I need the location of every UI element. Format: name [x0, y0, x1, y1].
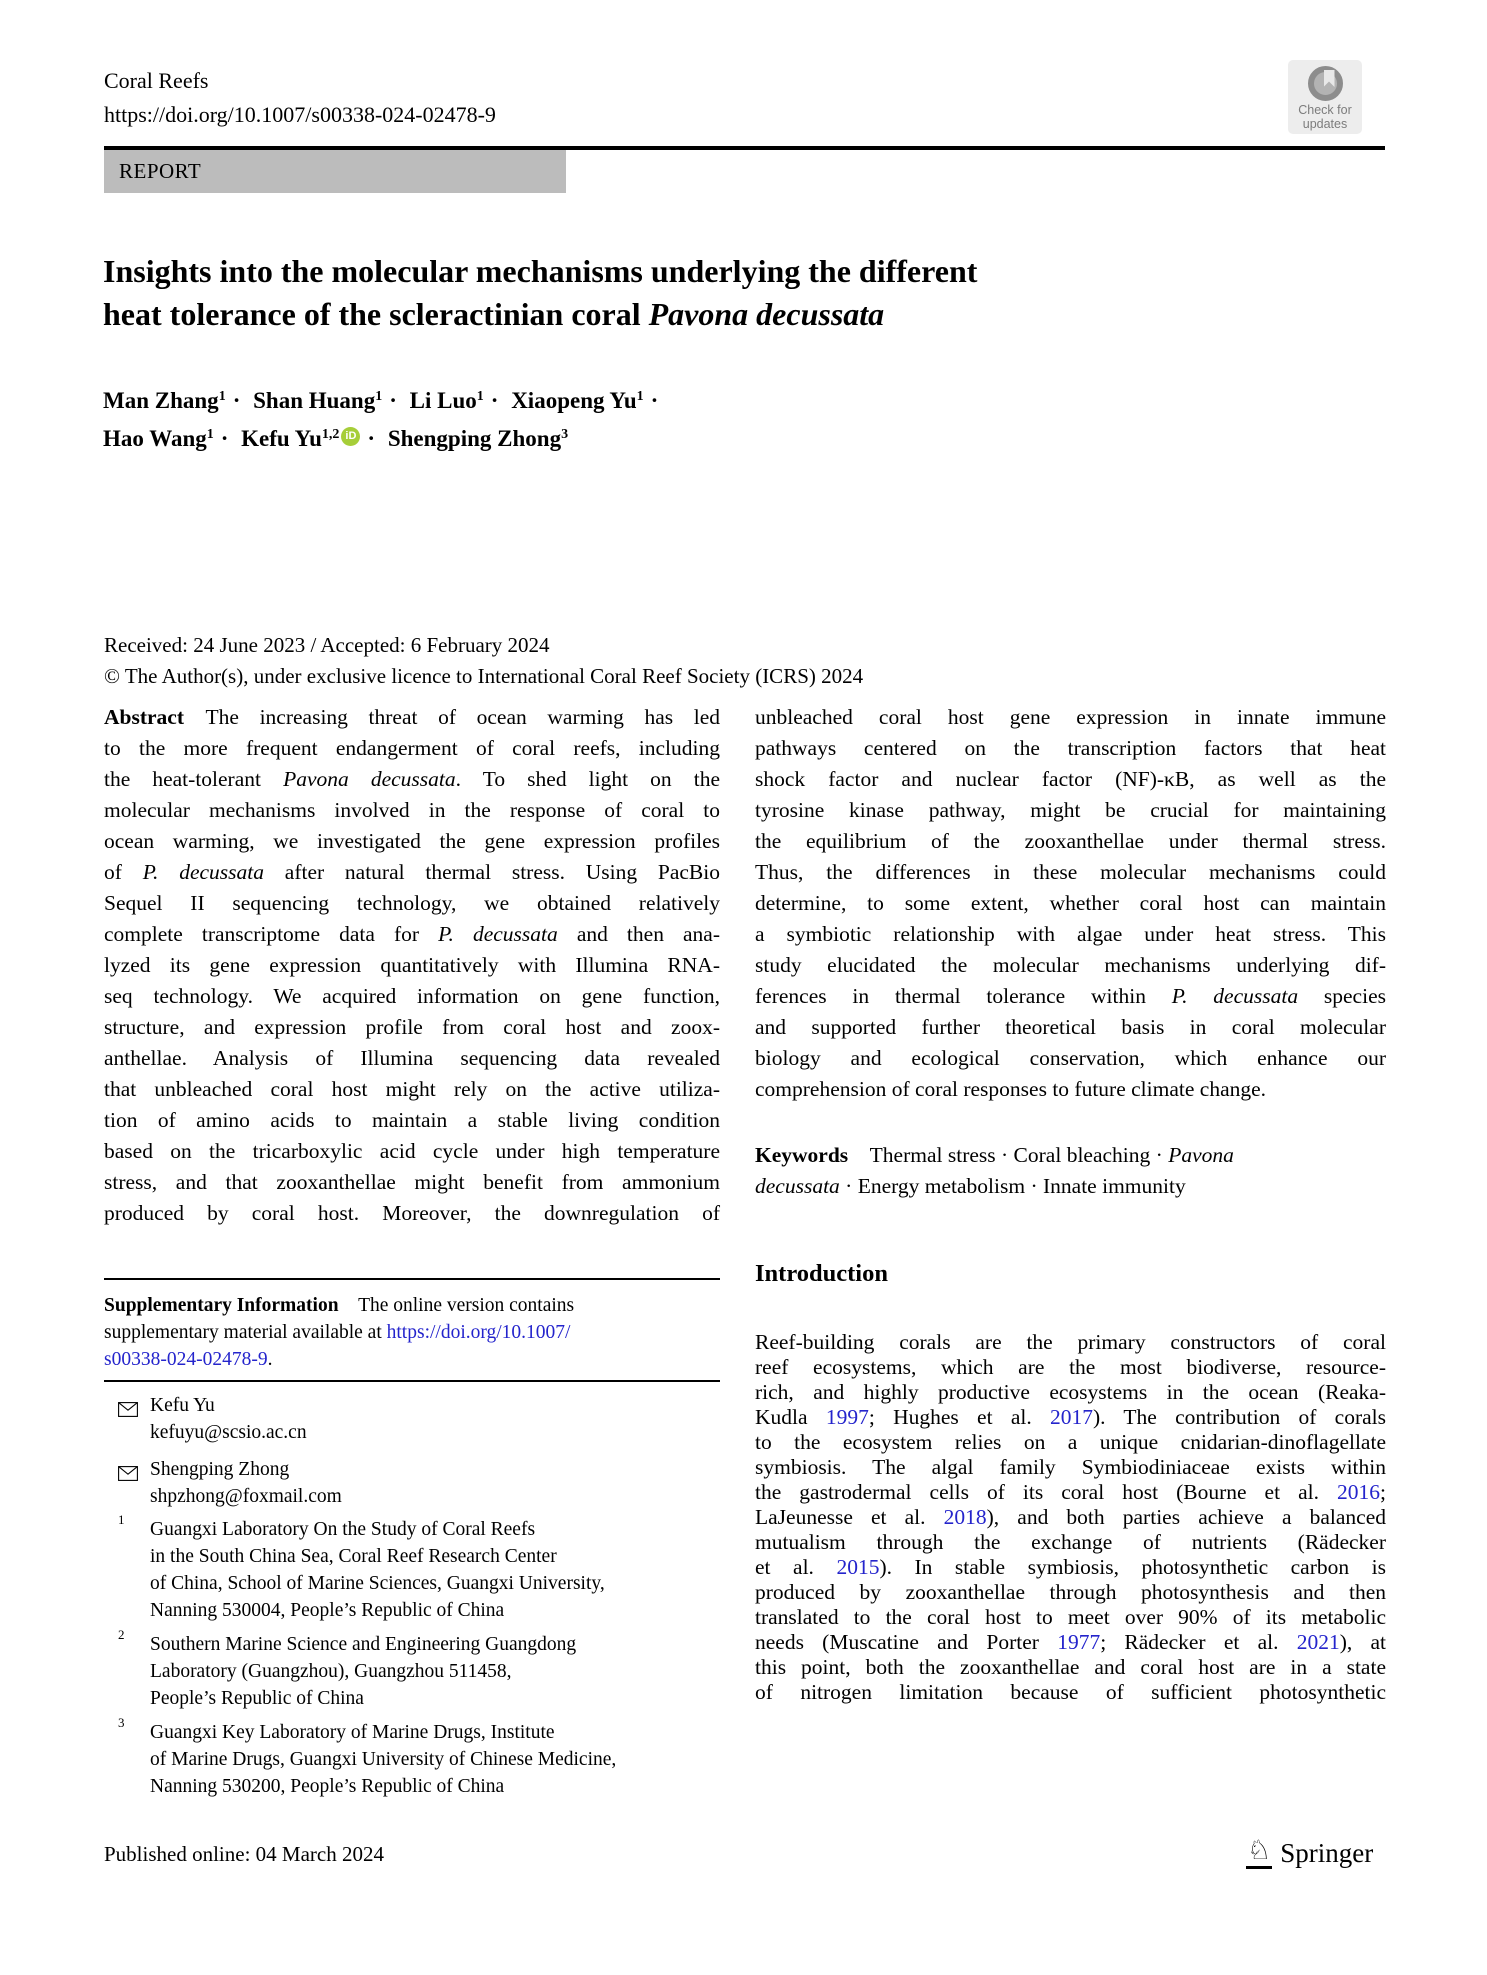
- citation-link[interactable]: 2018: [943, 1505, 987, 1529]
- copyright-line: © The Author(s), under exclusive licence to International Coral Reef Society (ICRS) 2024: [104, 664, 864, 688]
- text-line: this point, both the zooxanthellae and coral host are in a state: [755, 1655, 1386, 1679]
- text-line: tyrosine kinase pathway, might be crucial for maintaining: [755, 798, 1386, 822]
- author-affiliation-sup: 1,2: [321, 427, 340, 442]
- citation-link[interactable]: 2017: [1050, 1405, 1093, 1429]
- author-separator: ·: [389, 388, 397, 413]
- introduction-heading: Introduction: [755, 1260, 888, 1287]
- springer-wordmark: Springer: [1280, 1838, 1374, 1868]
- affiliation-text: [150, 1631, 720, 1712]
- citation-link[interactable]: 1997: [825, 1405, 869, 1429]
- author-affiliation-sup: 1: [218, 389, 226, 404]
- introduction-paragraph: [755, 1330, 1386, 1705]
- text-line: pathways centered on the transcription factors that heat: [755, 736, 1386, 760]
- author-name: Kefu Yu$^{1,2}$ iD: [241, 426, 360, 451]
- text-line: mutualism through the exchange of nutrients (Rädecker: [755, 1530, 1386, 1554]
- text-line: et al. 2015). In stable symbiosis, photosynthetic carbon is: [755, 1555, 1386, 1579]
- header-doi-link[interactable]: https://doi.org/10.1007/s00338-024-02478-9: [104, 102, 496, 127]
- text-line: study elucidated the molecular mechanisms underlying dif-: [755, 953, 1386, 977]
- affiliation-text: [150, 1719, 720, 1800]
- text-line: ferences in thermal tolerance within P. decussata species: [755, 984, 1386, 1008]
- affiliations-block: [104, 1512, 720, 1807]
- title-line-1: Insights into the molecular mechanisms underlying the different: [103, 253, 978, 289]
- text-line: Guangxi Key Laboratory of Marine Drugs, Institute: [150, 1722, 555, 1743]
- text-line: biology and ecological conservation, which enhance our: [755, 1046, 1386, 1070]
- author-separator: ·: [490, 388, 499, 413]
- text-line: stress, and that zooxanthellae might benefit from ammonium: [104, 1170, 720, 1194]
- badge-label: Check for updates: [1298, 103, 1352, 131]
- text-line: to the ecosystem relies on a unique cnidarian-dinoflagellate: [755, 1430, 1386, 1454]
- article-title: [103, 250, 1283, 336]
- citation-link[interactable]: 2015: [836, 1555, 880, 1579]
- text-line: and supported further theoretical basis in coral molecular: [755, 1015, 1386, 1039]
- text-line: molecular mechanisms involved in the response of coral to: [104, 798, 720, 822]
- check-for-updates-badge[interactable]: [1288, 60, 1362, 134]
- text-line: Guangxi Laboratory On the Study of Coral Reefs: [150, 1519, 536, 1540]
- citation-link[interactable]: 1977: [1057, 1630, 1101, 1654]
- text-line: that unbleached coral host might rely on the active utiliza-: [104, 1077, 720, 1101]
- text-line: in the South China Sea, Coral Reef Research Center: [150, 1546, 557, 1567]
- envelope-icon: [118, 1462, 138, 1489]
- correspondent-email[interactable]: shpzhong@foxmail.com: [150, 1486, 342, 1507]
- text-line: unbleached coral host gene expression in innate immune: [755, 705, 1386, 729]
- author-separator: ·: [220, 426, 229, 451]
- author-name: Hao Wang$^1$: [103, 426, 214, 451]
- text-line: Nanning 530004, People’s Republic of China: [150, 1600, 505, 1621]
- text-line: tion of amino acids to maintain a stable living condition: [104, 1108, 720, 1132]
- publication-history: [104, 630, 863, 692]
- text-line: comprehension of coral responses to future climate change.: [755, 1077, 1267, 1101]
- text-line: of China, School of Marine Sciences, Guangxi University,: [150, 1573, 605, 1594]
- correspondence-entry: [104, 1392, 720, 1446]
- footnote-divider-top: [104, 1278, 720, 1280]
- author-separator: ·: [650, 388, 659, 413]
- text-line: Supplementary Information The online version contains: [104, 1295, 575, 1316]
- bookmark-icon: [1324, 70, 1335, 87]
- author-name: Man Zhang$^1$: [103, 388, 226, 413]
- envelope-icon: [118, 1398, 138, 1425]
- author-name: Shengping Zhong$^3$: [387, 426, 569, 451]
- article-type-label: REPORT: [119, 159, 202, 183]
- author-separator: ·: [367, 426, 376, 451]
- text-line: Laboratory (Guangzhou), Guangzhou 511458,: [150, 1661, 512, 1682]
- author-affiliation-sup: 1: [206, 427, 214, 442]
- text-line: produced by zooxanthellae through photosynthesis and then: [755, 1580, 1386, 1604]
- correspondent-name: Shengping Zhong: [150, 1459, 290, 1480]
- text-line: shock factor and nuclear factor (NF)-κB, as well as the: [755, 767, 1386, 791]
- published-online-date: Published online: 04 March 2024: [104, 1842, 384, 1866]
- springer-logo-icon: ♘: [1246, 1836, 1272, 1869]
- text-line: of Marine Drugs, Guangxi University of Chinese Medicine,: [150, 1749, 617, 1770]
- text-line: of nitrogen limitation because of sufficient photosynthetic: [755, 1680, 1386, 1704]
- keywords-block: [755, 1140, 1386, 1202]
- affiliation-number: 3: [118, 1715, 125, 1730]
- text-line: determine, to some extent, whether coral host can maintain: [755, 891, 1386, 915]
- author-separator: ·: [232, 388, 241, 413]
- author-affiliation-sup: 1: [636, 389, 644, 404]
- text-line: Kudla 1997; Hughes et al. 2017). The contribution of corals: [755, 1405, 1387, 1429]
- title-line-2: heat tolerance of the scleractinian coral Pavona decussata: [103, 296, 885, 332]
- text-line: ocean warming, we investigated the gene expression profiles: [104, 829, 720, 853]
- update-badge-icon: [1308, 66, 1343, 101]
- authors-line-1: [103, 384, 1003, 422]
- supplementary-note: [104, 1292, 720, 1373]
- text-line: seq technology. We acquired information on gene function,: [104, 984, 720, 1008]
- text-line: s00338-024-02478-9.: [104, 1349, 273, 1370]
- correspondent-name: Kefu Yu: [150, 1395, 215, 1416]
- text-line: Sequel II sequencing technology, we obtained relatively: [104, 891, 720, 915]
- author-name: Li Luo$^1$: [409, 388, 484, 413]
- affiliation-number: 2: [118, 1627, 125, 1642]
- author-list: [103, 384, 1003, 460]
- text-line: to the more frequent endangerment of coral reefs, including: [104, 736, 720, 760]
- author-affiliation-sup: 3: [561, 427, 569, 442]
- text-line: Thus, the differences in these molecular mechanisms could: [755, 860, 1386, 884]
- text-line: based on the tricarboxylic acid cycle under high temperature: [104, 1139, 720, 1163]
- correspondence-entry: [104, 1456, 720, 1510]
- authors-line-2: [103, 422, 1003, 460]
- supplementary-link[interactable]: https://doi.org/10.1007/: [386, 1322, 571, 1343]
- footnote-divider-bottom: [104, 1380, 720, 1382]
- text-line: Nanning 530200, People’s Republic of China: [150, 1776, 505, 1797]
- affiliation-number: 1: [118, 1512, 125, 1527]
- text-line: Southern Marine Science and Engineering Guangdong: [150, 1634, 577, 1655]
- article-type-banner: [104, 150, 566, 193]
- text-line: symbiosis. The algal family Symbiodiniaceae exists within: [755, 1455, 1386, 1479]
- author-affiliation-sup: 1: [375, 389, 383, 404]
- author-affiliation-sup: 1: [476, 389, 484, 404]
- abstract-left-column: [104, 702, 720, 1229]
- text-line: the equilibrium of the zooxanthellae under thermal stress.: [755, 829, 1386, 853]
- text-line: supplementary material available at https://doi.org/10.1007/: [104, 1322, 571, 1343]
- affiliation-text: [150, 1516, 720, 1624]
- text-line: lyzed its gene expression quantitatively with Illumina RNA-: [104, 953, 720, 977]
- affiliation-entry: [104, 1715, 720, 1800]
- affiliation-entry: [104, 1627, 720, 1712]
- text-line: the heat-tolerant Pavona decussata. To shed light on the: [104, 767, 721, 791]
- text-line: a symbiotic relationship with algae under heat stress. This: [755, 922, 1386, 946]
- abstract-right-column: [755, 702, 1386, 1105]
- text-line: translated to the coral host to meet over 90% of its metabolic: [755, 1605, 1386, 1629]
- received-accepted-line: Received: 24 June 2023 / Accepted: 6 February 2024: [104, 633, 550, 657]
- text-line: Reef-building corals are the primary constructors of coral: [755, 1330, 1386, 1354]
- text-line: LaJeunesse et al. 2018), and both parties achieve a balanced: [755, 1505, 1386, 1529]
- text-line: the gastrodermal cells of its coral host (Bourne et al. 2016;: [755, 1480, 1386, 1504]
- journal-title: Coral Reefs: [104, 68, 209, 93]
- text-line: People’s Republic of China: [150, 1688, 364, 1709]
- orcid-icon[interactable]: iD: [341, 427, 360, 446]
- affiliation-entry: [104, 1512, 720, 1624]
- text-line: complete transcriptome data for P. decussata and then ana-: [104, 922, 720, 946]
- text-line: reef ecosystems, which are the most biodiverse, resource-: [755, 1355, 1386, 1379]
- author-name: Xiaopeng Yu$^1$: [511, 388, 644, 413]
- text-line: produced by coral host. Moreover, the downregulation of: [104, 1201, 720, 1225]
- text-line: rich, and highly productive ecosystems in the ocean (Reaka-: [755, 1380, 1386, 1404]
- text-line: decussata · Energy metabolism · Innate immunity: [755, 1174, 1186, 1198]
- correspondence-block: [104, 1392, 720, 1520]
- author-name: Shan Huang$^1$: [253, 388, 383, 413]
- text-line: Abstract The increasing threat of ocean warming has led: [104, 705, 720, 729]
- text-line: structure, and expression profile from coral host and zoox-: [104, 1015, 720, 1039]
- citation-link[interactable]: 2016: [1337, 1480, 1381, 1504]
- citation-link[interactable]: 2021: [1296, 1630, 1340, 1654]
- text-line: anthellae. Analysis of Illumina sequencing data revealed: [104, 1046, 720, 1070]
- text-line: needs (Muscatine and Porter 1977; Rädecker et al. 2021), at: [755, 1630, 1386, 1654]
- text-line: of P. decussata after natural thermal stress. Using PacBio: [104, 860, 720, 884]
- species-name: Pavona decussata: [648, 296, 885, 332]
- text-line: Keywords Thermal stress · Coral bleaching · Pavona: [755, 1143, 1234, 1167]
- correspondent-email[interactable]: kefuyu@scsio.ac.cn: [150, 1422, 307, 1443]
- publisher-mark: [1246, 1836, 1373, 1869]
- supplementary-link[interactable]: s00338-024-02478-9: [104, 1349, 268, 1370]
